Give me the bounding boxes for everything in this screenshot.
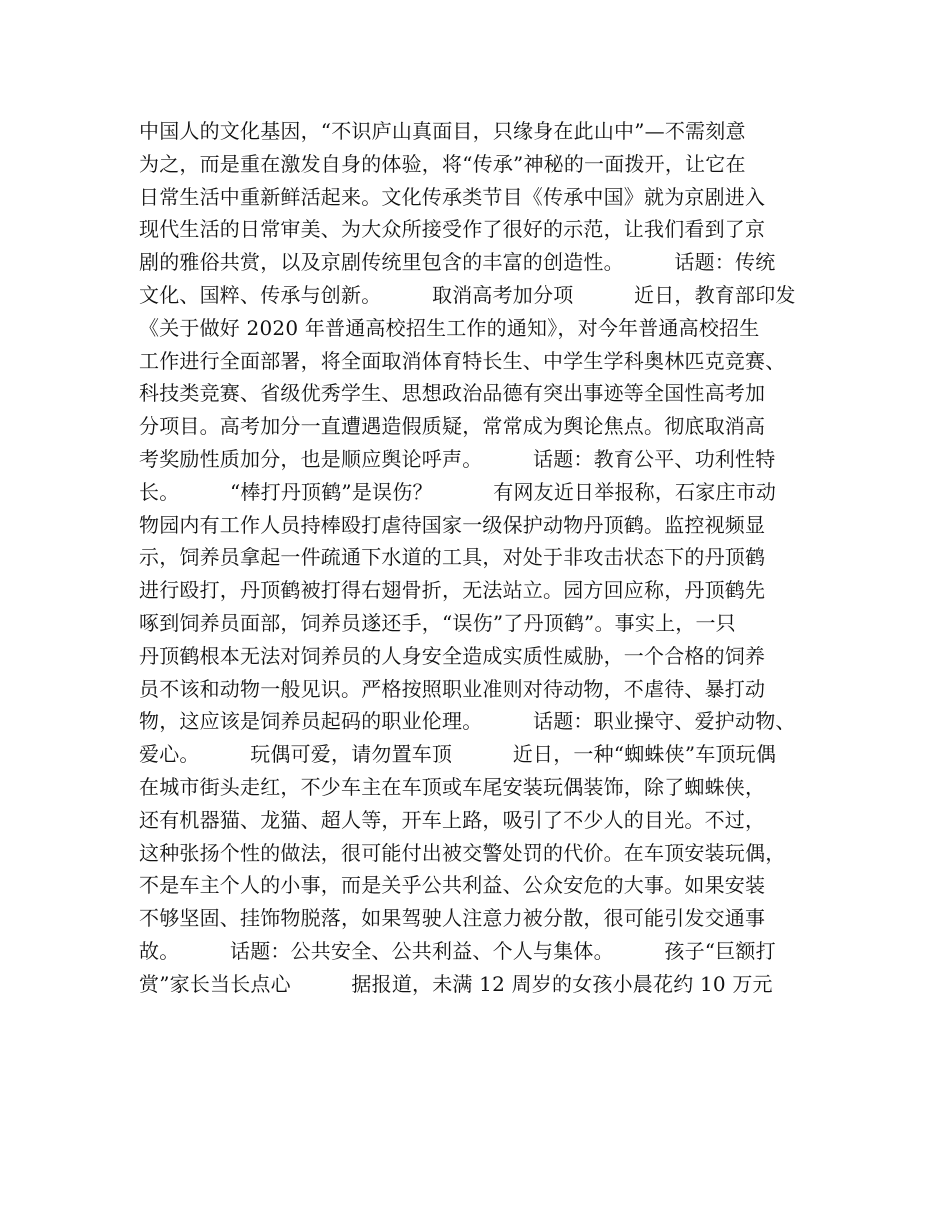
text-line: 考奖励性质加分，也是顺应舆论呼声。 话题：教育公平、功利性特 bbox=[139, 446, 776, 471]
text-line: 这种张扬个性的做法，很可能付出被交警处罚的代价。在车顶安装玩偶， bbox=[139, 840, 786, 865]
text-line: 员不该和动物一般见识。严格按照职业准则对待动物，不虐待、暴打动 bbox=[139, 676, 766, 701]
text-line: 故。 话题：公共安全、公共利益、个人与集体。 孩子“巨额打 bbox=[139, 938, 776, 963]
text-line: 还有机器猫、龙猫、超人等，开车上路，吸引了不少人的目光。不过， bbox=[139, 807, 766, 832]
text-line: 物园内有工作人员持棒殴打虐待国家一级保护动物丹顶鹤。监控视频显 bbox=[139, 512, 766, 537]
text-line: 丹顶鹤根本无法对饲养员的人身安全造成实质性威胁，一个合格的饲养 bbox=[139, 643, 766, 668]
text-line: 不够坚固、挂饰物脱落，如果驾驶人注意力被分散，很可能引发交通事 bbox=[139, 906, 766, 931]
text-line: 《关于做好 2020 年普通高校招生工作的通知》，对今年普通高校招生 bbox=[139, 315, 760, 340]
text-line: 科技类竞赛、省级优秀学生、思想政治品德有突出事迹等全国性高考加 bbox=[139, 381, 766, 406]
text-line: 啄到饲养员面部，饲养员遂还手，“误伤”了丹顶鹤”。事实上，一只 bbox=[139, 610, 736, 635]
text-line: 长。 “棒打丹顶鹤”是误伤？ 有网友近日举报称，石家庄市动 bbox=[139, 479, 777, 504]
text-line: 文化、国粹、传承与创新。 取消高考加分项 近日，教育部印发 bbox=[139, 282, 796, 307]
text-line: 物，这应该是饲养员起码的职业伦理。 话题：职业操守、爱护动物、 bbox=[139, 709, 796, 734]
text-line: 工作进行全面部署，将全面取消体育特长生、中学生学科奥林匹克竞赛、 bbox=[139, 348, 786, 373]
text-line: 分项目。高考加分一直遭遇造假质疑，常常成为舆论焦点。彻底取消高 bbox=[139, 414, 766, 439]
text-line: 日常生活中重新鲜活起来。文化传承类节目《传承中国》就为京剧进入 bbox=[139, 184, 766, 209]
text-line: 不是车主个人的小事，而是关乎公共利益、公众安危的大事。如果安装 bbox=[139, 873, 766, 898]
text-line: 示，饲养员拿起一件疏通下水道的工具，对处于非攻击状态下的丹顶鹤 bbox=[139, 545, 766, 570]
text-line: 在城市街头走红，不少车主在车顶或车尾安装玩偶装饰，除了蜘蛛侠， bbox=[139, 774, 766, 799]
text-line: 进行殴打，丹顶鹤被打得右翅骨折，无法站立。园方回应称，丹顶鹤先 bbox=[139, 578, 766, 603]
text-line: 剧的雅俗共赏，以及京剧传统里包含的丰富的创造性。 话题：传统 bbox=[139, 250, 776, 275]
text-line: 现代生活的日常审美、为大众所接受作了很好的示范，让我们看到了京 bbox=[139, 217, 766, 242]
text-line: 赏”家长当长点心 据报道，未满 12 周岁的女孩小晨花约 10 万元 bbox=[139, 971, 773, 996]
text-line: 中国人的文化基因，“不识庐山真面目，只缘身在此山中”—不需刻意 bbox=[139, 119, 746, 143]
text-line: 为之，而是重在激发自身的体验，将“传承”神秘的一面拨开，让它在 bbox=[139, 151, 746, 176]
body-text bbox=[139, 115, 819, 1001]
text-line: 爱心。 玩偶可爱，请勿置车顶 近日，一种“蜘蛛侠”车顶玩偶 bbox=[139, 742, 777, 767]
